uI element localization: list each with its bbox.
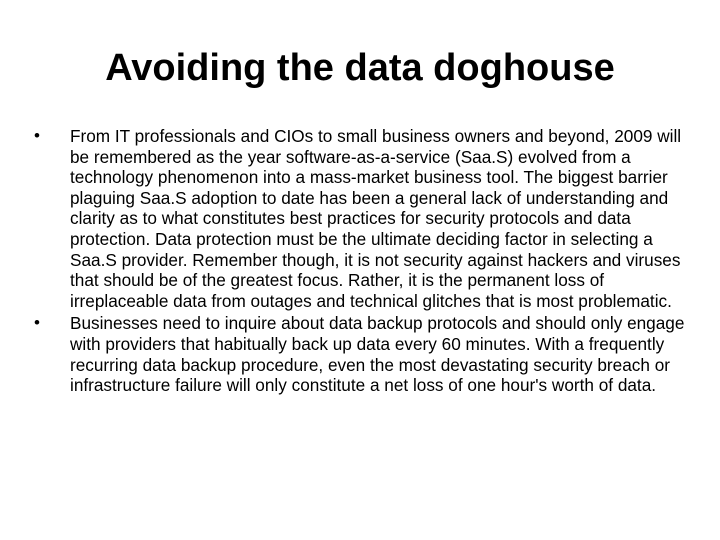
bullet-list xyxy=(30,126,690,398)
bullet-text: Businesses need to inquire about data backup protocols and should only engage with providers that habitually back up data every 60 minutes. With a frequently recurring data backup procedure, even the most devastating security breach or infrastructure failure will only constitute a net loss of one hour's worth of data. xyxy=(70,313,685,396)
bullet-dot-icon: • xyxy=(34,313,40,333)
bullet-dot-icon: • xyxy=(34,126,40,145)
bullet-item xyxy=(30,126,690,311)
bullet-item xyxy=(30,313,690,395)
bullet-text: From IT professionals and CIOs to small business owners and beyond, 2009 will be remembered as the year software-as-a-service (Saa.S) evolved from a technology phenomenon into a mass-market business tool. The biggest barrier plaguing Saa.S adoption to date has been a general lack of understanding and clarity as to what constitutes best practices for security protocols and data protection. Data protection must be the ultimate deciding factor in selecting a Saa.S provider. Remember though, it is not security against hackers and viruses that should be of the greatest focus. Rather, it is the permanent loss of irreplaceable data from outages and technical glitches that is most problematic. xyxy=(70,126,682,311)
slide-title: Avoiding the data doghouse xyxy=(105,47,615,89)
